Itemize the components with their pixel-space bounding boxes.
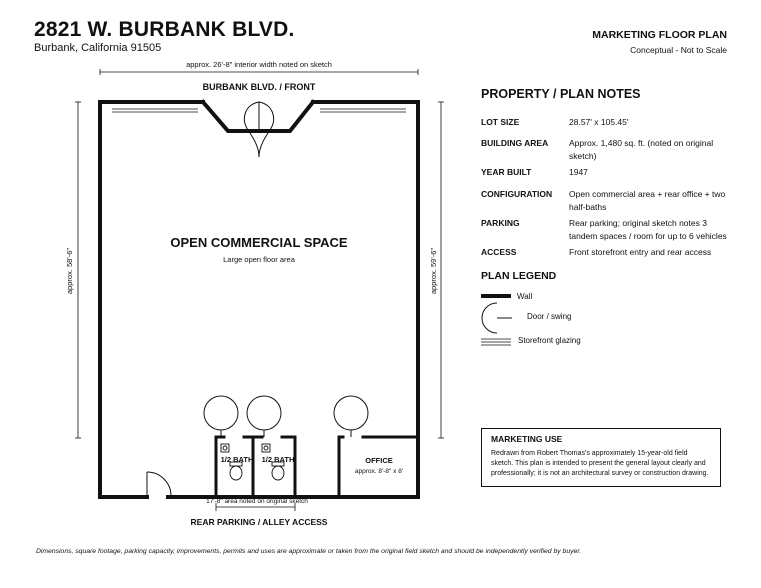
legend-glazing-symbol (481, 339, 511, 345)
legend-door-label: Door / swing (527, 312, 572, 321)
marketing-use-box (481, 428, 721, 487)
rear-label: REAR PARKING / ALLEY ACCESS (190, 517, 328, 527)
note-label: YEAR BUILT (481, 167, 532, 177)
legend-door-symbol (482, 303, 512, 333)
note-label: ACCESS (481, 247, 517, 257)
interior-door-swings (204, 396, 368, 437)
disclaimer: Dimensions, square footage, parking capacity, improvements, permits and uses are approximate or taken from the original field sketch and should be independently verified by buyer. (36, 548, 582, 555)
notes-title: PROPERTY / PLAN NOTES (481, 87, 641, 101)
note-row (481, 188, 731, 213)
note-row (481, 116, 731, 129)
property-address: 2821 W. BURBANK BLVD. (34, 18, 295, 41)
note-row (481, 137, 731, 162)
legend-wall-label: Wall (517, 292, 533, 301)
front-label: BURBANK BLVD. / FRONT (202, 82, 316, 92)
legend-glazing-label: Storefront glazing (518, 336, 581, 345)
note-value: Open commercial area + rear office + two half-baths (569, 189, 726, 212)
left-dimension-label: approx. 58'-6" (65, 247, 74, 295)
note-row (481, 217, 731, 242)
note-value: 28.57' x 105.45' (569, 117, 629, 127)
note-value: 1947 (569, 167, 588, 177)
left-dimension-line (75, 102, 81, 438)
marketing-use-body: Redrawn from Robert Thomas's approximately 15-year-old field sketch. This plan is intended to present the general layout clearly and professionally; it is not an architectural survey or construction drawing. (491, 450, 709, 477)
office-size: approx. 8'-8" x 8' (354, 468, 404, 475)
office-label: OFFICE (365, 456, 393, 465)
main-space-subtitle: Large open floor area (223, 255, 295, 264)
note-value: Front storefront entry and rear access (569, 247, 712, 257)
legend-wall-symbol (481, 294, 511, 298)
top-dimension-line (100, 69, 418, 75)
bottom-dimension-label: 17'-8" area noted on original sketch (206, 498, 308, 505)
bath-1-label: 1/2 BATH (220, 455, 254, 464)
bath-2-label: 1/2 BATH (261, 455, 295, 464)
note-row (481, 246, 731, 259)
note-label: BUILDING AREA (481, 138, 549, 148)
note-label: CONFIGURATION (481, 189, 553, 199)
rear-door (147, 472, 171, 497)
main-space-title: OPEN COMMERCIAL SPACE (170, 235, 348, 250)
right-dimension-line (438, 102, 444, 438)
note-row (481, 166, 731, 179)
interior-walls (216, 437, 418, 497)
scale-note: Conceptual - Not to Scale (630, 45, 727, 55)
top-dimension-label: approx. 26'-8" interior width noted on sketch (186, 60, 332, 69)
legend-title: PLAN LEGEND (481, 270, 557, 282)
note-label: PARKING (481, 218, 520, 228)
note-value: Rear parking; original sketch notes 3 tandem spaces / room for up to 6 vehicles (569, 218, 727, 241)
plan-type-label: MARKETING FLOOR PLAN (592, 29, 727, 41)
marketing-use-title: MARKETING USE (491, 434, 563, 444)
property-city: Burbank, California 91505 (34, 42, 162, 54)
right-dimension-label: approx. 59'-6" (429, 247, 438, 295)
note-label: LOT SIZE (481, 117, 520, 127)
note-value: Approx. 1,480 sq. ft. (noted on original sketch) (569, 138, 714, 161)
